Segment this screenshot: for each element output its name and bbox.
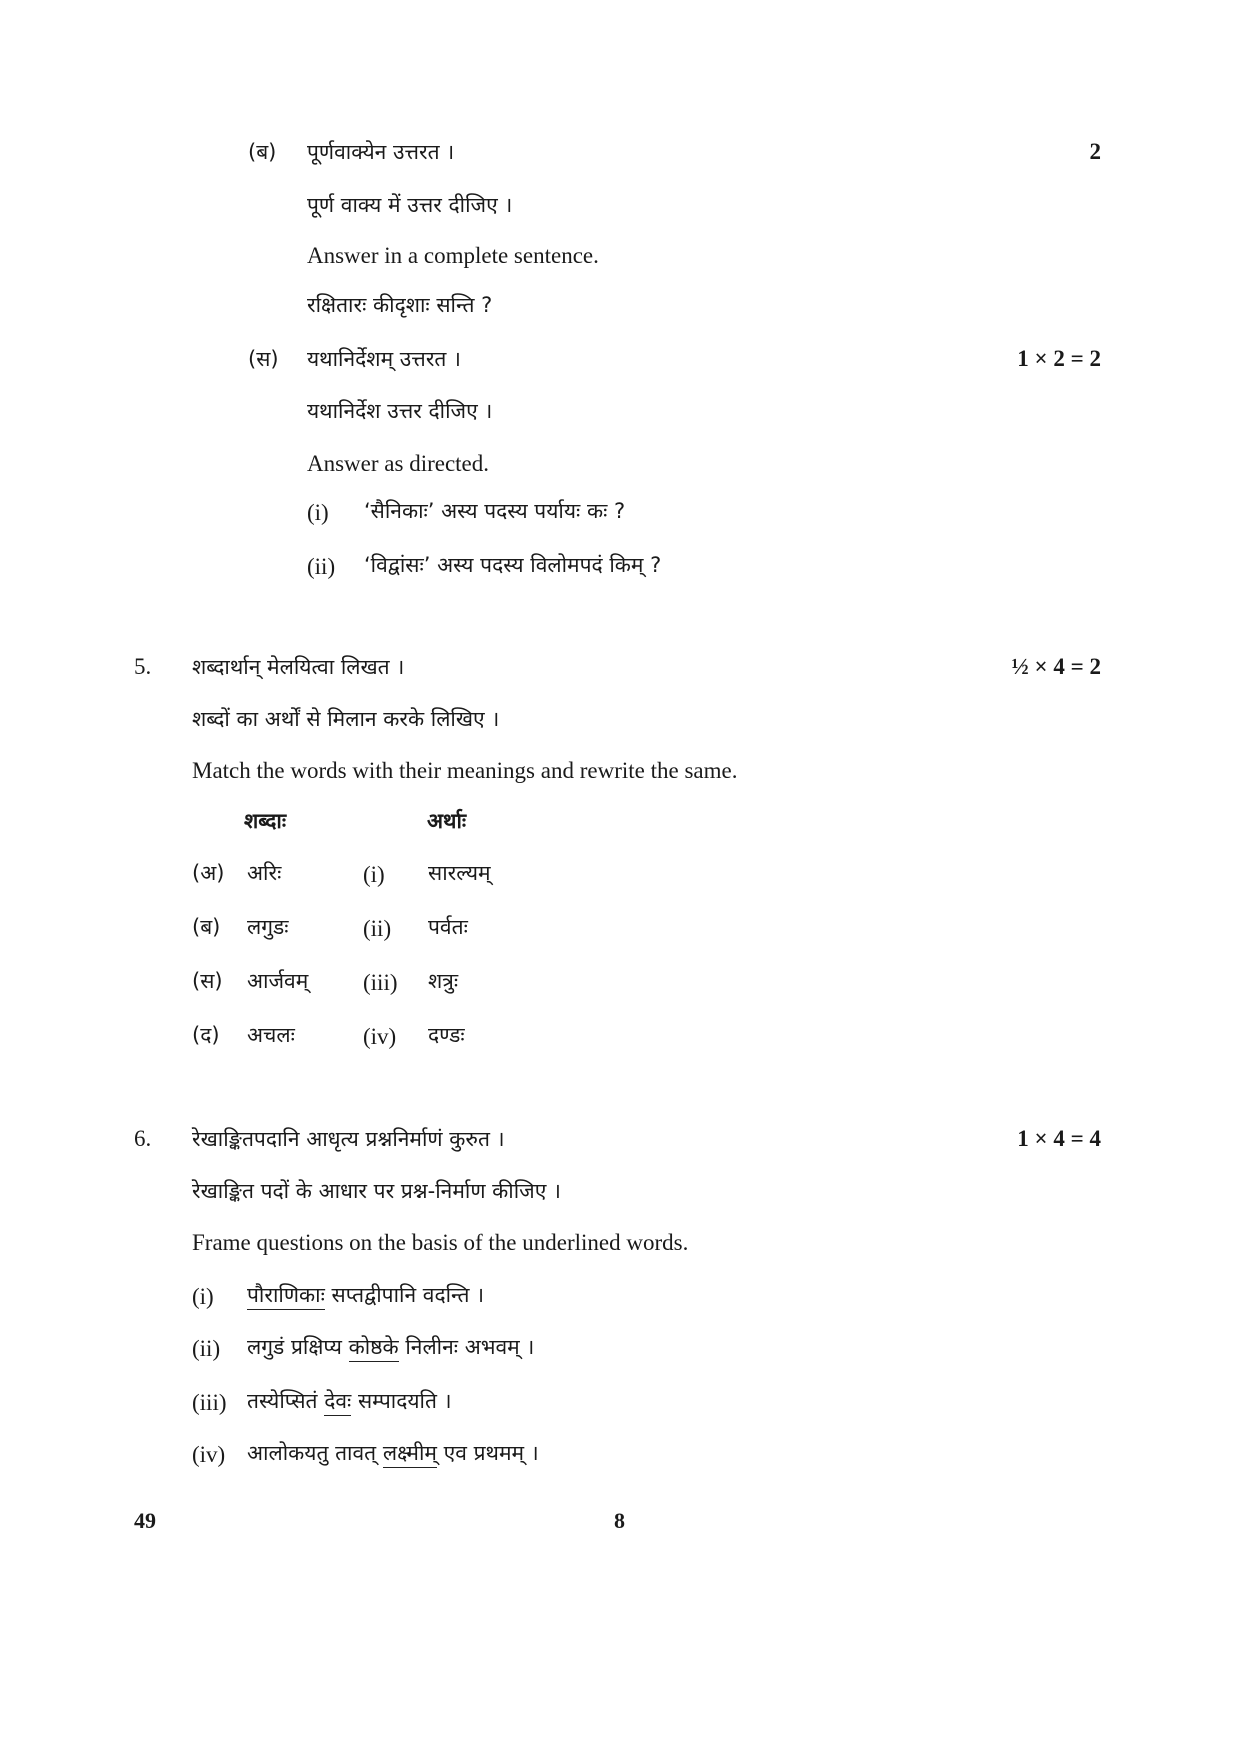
q5-sanskrit-instruction: शब्दार्थान् मेलयित्वा लिखत । xyxy=(192,655,405,679)
q5-meaning: पर्वतः xyxy=(428,915,468,939)
q4s-hindi-instruction: यथानिर्देश उत्तर दीजिए । xyxy=(307,399,493,423)
q6-item-post: सप्तद्वीपानि वदन्ति । xyxy=(324,1283,485,1307)
q4s-marks: 1 × 2 = 2 xyxy=(1017,346,1101,371)
q6-item-num: (ii) xyxy=(192,1336,221,1361)
page-number: 8 xyxy=(614,1508,625,1533)
q4b-sanskrit-instruction: पूर्णवाक्येन उत्तरत । xyxy=(307,140,455,164)
q5-meaning-label: (i) xyxy=(363,862,385,887)
q5-word-label: (स) xyxy=(192,969,223,993)
q6-underlined-word: देवः xyxy=(324,1389,351,1416)
q6-item-sentence xyxy=(247,1280,484,1310)
q4s-label: (स) xyxy=(248,347,279,371)
q4s-item-num: (ii) xyxy=(307,554,336,579)
q5-word: अचलः xyxy=(247,1023,295,1047)
q4s-english-instruction: Answer as directed. xyxy=(307,451,490,476)
q5-meaning: दण्डः xyxy=(428,1023,465,1047)
q5-meaning-label: (iv) xyxy=(363,1024,397,1049)
q6-hindi-instruction: रेखाङ्कित पदों के आधार पर प्रश्न-निर्माण कीजिए । xyxy=(192,1179,562,1203)
q6-item-post: निलीनः अभवम् । xyxy=(398,1335,535,1359)
q6-item-num: (iii) xyxy=(192,1390,227,1415)
q6-item-sentence xyxy=(247,1332,534,1362)
q6-item-post: एव प्रथमम् । xyxy=(436,1441,539,1465)
q4b-english-instruction: Answer in a complete sentence. xyxy=(307,243,599,268)
q6-underlined-word: लक्ष्मीम् xyxy=(383,1441,437,1468)
q4b-label: (ब) xyxy=(248,140,277,164)
q5-hindi-instruction: शब्दों का अर्थों से मिलान करके लिखिए । xyxy=(192,707,500,731)
q6-item-post: सम्पादयति । xyxy=(351,1389,452,1413)
q5-english-instruction: Match the words with their meanings and rewrite the same. xyxy=(192,758,738,783)
q5-col-words-heading: शब्दाः xyxy=(244,809,287,833)
q6-underlined-word: कोष्ठके xyxy=(349,1335,399,1362)
q6-item-pre: लगुडं प्रक्षिप्य xyxy=(247,1335,349,1359)
q4b-marks: 2 xyxy=(1089,139,1101,164)
q6-item-pre: आलोकयतु तावत् xyxy=(247,1441,383,1465)
q6-sanskrit-instruction: रेखाङ्कितपदानि आधृत्य प्रश्ननिर्माणं कुरुत । xyxy=(192,1127,505,1151)
q6-english-instruction: Frame questions on the basis of the underlined words. xyxy=(192,1230,689,1255)
q5-word-label: (द) xyxy=(192,1023,220,1047)
q5-meaning-label: (iii) xyxy=(363,970,398,995)
q5-number: 5. xyxy=(134,654,152,679)
q4b-question: रक्षितारः कीदृशाः सन्ति ? xyxy=(307,293,493,317)
q6-marks: 1 × 4 = 4 xyxy=(1017,1126,1101,1151)
q5-word-label: (ब) xyxy=(192,915,221,939)
q5-meaning: शत्रुः xyxy=(428,969,459,993)
q6-underlined-word: पौराणिकाः xyxy=(247,1283,325,1310)
q5-marks: ½ × 4 = 2 xyxy=(1011,654,1101,679)
q6-item-num: (i) xyxy=(192,1284,214,1309)
q6-item-pre: तस्येप्सितं xyxy=(247,1389,325,1413)
q6-item-sentence xyxy=(247,1386,452,1416)
q6-item-sentence xyxy=(247,1438,539,1468)
q4s-item-text: ‘सैनिकाः’ अस्य पदस्य पर्यायः कः ? xyxy=(364,499,626,523)
paper-code: 49 xyxy=(134,1508,156,1533)
q4s-item-num: (i) xyxy=(307,500,329,525)
q5-meaning: सारल्यम् xyxy=(428,861,491,885)
q6-number: 6. xyxy=(134,1126,152,1151)
q5-meaning-label: (ii) xyxy=(363,916,392,941)
q5-col-meanings-heading: अर्थाः xyxy=(427,809,467,833)
q6-item-num: (iv) xyxy=(192,1442,226,1467)
q4b-hindi-instruction: पूर्ण वाक्य में उत्तर दीजिए । xyxy=(307,193,513,217)
q5-word-label: (अ) xyxy=(192,861,225,885)
q5-word: आर्जवम् xyxy=(247,969,309,993)
q5-word: लगुडः xyxy=(247,915,289,939)
q4s-item-text: ‘विद्वांसः’ अस्य पदस्य विलोमपदं किम् ? xyxy=(364,553,662,577)
q4s-sanskrit-instruction: यथानिर्देशम् उत्तरत । xyxy=(307,347,462,371)
q5-word: अरिः xyxy=(247,861,282,885)
